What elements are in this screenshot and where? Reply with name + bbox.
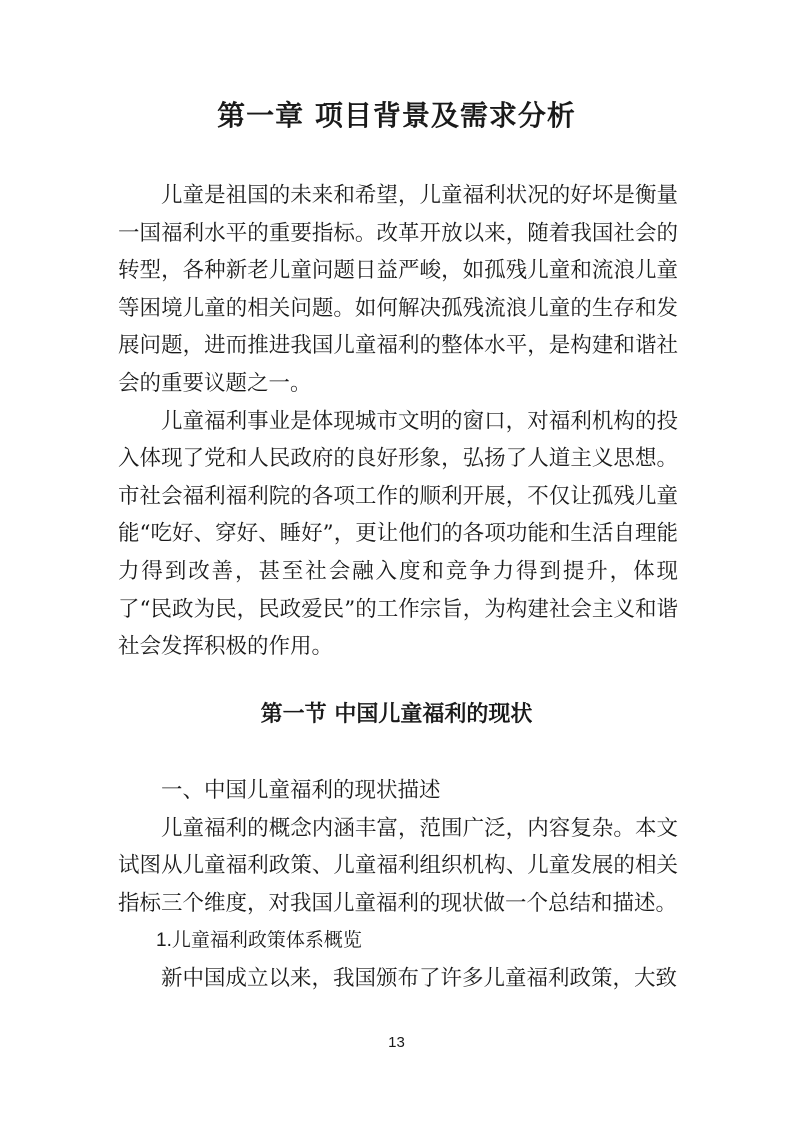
intro-paragraph-1: 儿童是祖国的未来和希望，儿童福利状况的好坏是衡量一国福利水平的重要指标。改革开放以来，随着我国社会的转型，各种新老儿童问题日益严峻，如孤残儿童和流浪儿童等困境儿童的相关问题。如何解决孤残流浪儿童的生存和发展问题，进而推进我国儿童福利的整体水平，是构建和谐社会的重要议题之一。 (118, 183, 678, 396)
section-title: 第一节 中国儿童福利的现状 (260, 702, 533, 727)
section-text (118, 772, 678, 998)
section-paragraph-2: 新中国成立以来，我国颁布了许多儿童福利政策，大致 (161, 965, 678, 991)
intro-paragraph-2: 儿童福利事业是体现城市文明的窗口，对福利机构的投入体现了党和人民政府的良好形象，弘扬了人道主义思想。市社会福利福利院的各项工作的顺利开展，不仅让孤残儿童能“吃好、穿好、睡好”，更让他们的各项功能和生活自理能力得到改善，甚至社会融入度和竞争力得到提升，体现了“民政为民，民政爱民”的工作宗旨，为构建社会主义和谐社会发挥积极的作用。 (118, 408, 678, 660)
page-number: 13 (388, 1034, 405, 1051)
chapter-title: 第一章 项目背景及需求分析 (217, 99, 576, 132)
numbered-heading: 1.儿童福利政策体系概览 (156, 930, 362, 952)
section-subheading: 一、中国儿童福利的现状描述 (161, 778, 441, 803)
intro-text (118, 177, 678, 666)
section-paragraph-1: 儿童福利的概念内涵丰富，范围广泛，内容复杂。本文试图从儿童福利政策、儿童福利组织机构、儿童发展的相关指标三个维度，对我国儿童福利的现状做一个总结和描述。 (118, 815, 678, 916)
